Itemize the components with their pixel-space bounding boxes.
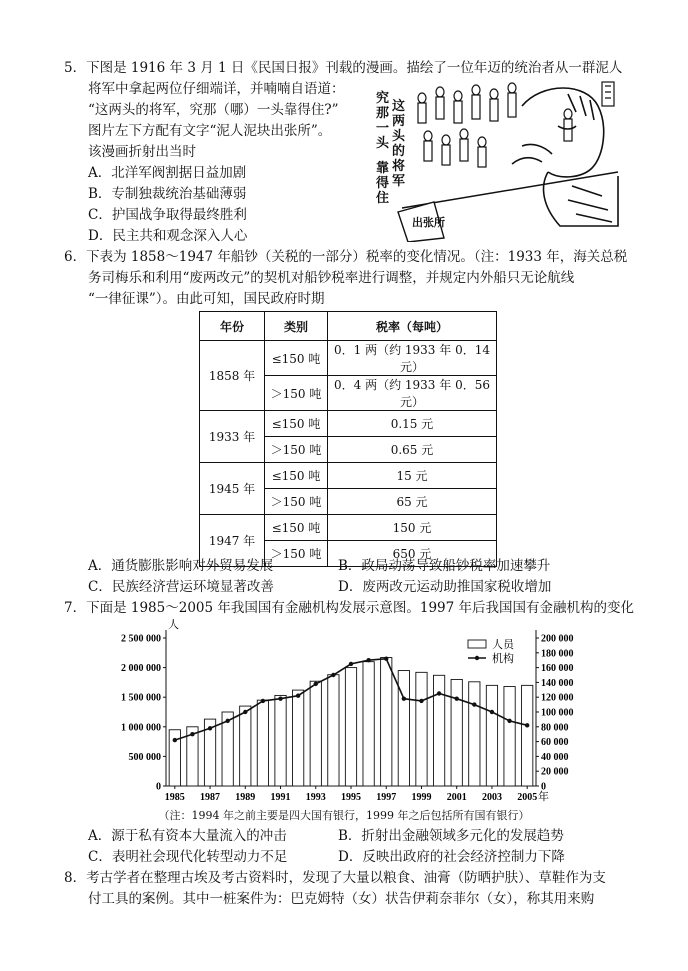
- svg-text:得: 得: [376, 176, 390, 191]
- line-point: [190, 732, 194, 736]
- cell-category: ＞150 吨: [265, 541, 328, 567]
- cell-category: ＞150 吨: [265, 489, 328, 515]
- cell-category: ＞150 吨: [265, 376, 328, 411]
- right-tick-label: 80 000: [541, 722, 569, 734]
- left-tick-label: 1 000 000: [121, 722, 161, 734]
- legend-bar-swatch: [468, 640, 486, 648]
- bar: [522, 685, 533, 786]
- chart-note: （注：1994 年之前主要是四大国有银行，1999 年之后包括所有国有银行）: [158, 809, 530, 822]
- svg-text:头: 头: [392, 129, 406, 144]
- svg-text:这: 这: [392, 99, 406, 114]
- q6-option-b: B．政局动荡导致船钞税率加速攀升: [338, 558, 551, 574]
- cell-rate: 15 元: [328, 463, 497, 489]
- bar: [345, 668, 356, 786]
- line-point: [366, 658, 370, 662]
- line-point: [525, 723, 529, 727]
- q5-line-2: 将军中拿起两位仔细端详，并喃喃自语道：: [88, 81, 345, 97]
- q6-option-a: A．通货膨胀影响对外贸易发展: [88, 558, 274, 574]
- bar: [293, 690, 304, 786]
- right-tick-label: 120 000: [541, 692, 574, 704]
- cell-year: 1858 年: [200, 341, 265, 411]
- svg-text:那: 那: [376, 106, 390, 121]
- q6-option-c: C．民族经济营运环境显著改善: [88, 579, 274, 595]
- q7-line-1: 7．下面是 1985～2005 年我国国有金融机构发展示意图。1997 年后我国国有金融机构的变化: [64, 600, 635, 616]
- q5-line-3: “这两头的将军，究那（哪）一头靠得住?”: [88, 102, 339, 118]
- line-point: [314, 682, 318, 686]
- svg-text:靠: 靠: [376, 161, 390, 176]
- q6-line-3: “一律征课”）。由此可知，国民政府时期: [88, 291, 325, 307]
- left-tick-label: 500 000: [128, 751, 161, 763]
- line-point: [331, 673, 335, 677]
- bar: [363, 662, 374, 786]
- bar: [310, 681, 321, 786]
- x-tick-label: 2005: [517, 792, 538, 803]
- q5-line-5: 该漫画折射出当时: [88, 144, 196, 160]
- q7-option-a: A．源于私有资本大量流入的冲击: [88, 828, 287, 844]
- left-tick-label: 1 500 000: [121, 692, 161, 704]
- q7-option-d: D．反映出政府的社会经济控制力下降: [338, 849, 565, 865]
- cell-category: ≤150 吨: [265, 463, 328, 489]
- line-point: [384, 657, 388, 661]
- financial-institutions-chart: [112, 618, 580, 813]
- bar: [240, 706, 251, 786]
- cell-year: 1933 年: [200, 411, 265, 463]
- line-point: [419, 699, 423, 703]
- q7-option-b: B．折射出金融领域多元化的发展趋势: [338, 828, 564, 844]
- cell-category: ≤150 吨: [265, 515, 328, 541]
- q6-line-1: 6．下表为 1858～1947 年船钞（关税的一部分）税率的变化情况。（注：1933 年，海关总税: [64, 249, 628, 265]
- bar: [469, 682, 480, 786]
- bar: [381, 658, 392, 786]
- q5-option-c: C．护国战争取得最终胜利: [88, 207, 247, 223]
- legend-label: 人员: [492, 638, 514, 651]
- legend-label: 机构: [492, 652, 514, 665]
- right-tick-label: 0: [541, 781, 546, 793]
- cartoon-char: 究: [376, 91, 390, 106]
- cell-year: 1945 年: [200, 463, 265, 515]
- line-point: [261, 699, 265, 703]
- bar: [451, 679, 462, 786]
- q5-line-4: 图片左下方配有文字“泥人泥块出张所”。: [88, 123, 332, 139]
- cell-rate: 150 元: [328, 515, 497, 541]
- x-axis-unit: 年: [538, 790, 549, 803]
- header-year: 年份: [200, 312, 265, 341]
- cartoon-illustration: [372, 76, 620, 242]
- table-row: [200, 341, 497, 376]
- svg-text:头: 头: [376, 136, 390, 151]
- header-rate: 税率（每吨）: [328, 312, 497, 341]
- line-point: [507, 719, 511, 723]
- right-tick-label: 100 000: [541, 707, 574, 719]
- right-tick-label: 180 000: [541, 648, 574, 660]
- line-point: [296, 694, 300, 698]
- svg-text:的: 的: [392, 144, 406, 159]
- right-tick-label: 60 000: [541, 737, 569, 749]
- right-tick-label: 140 000: [541, 677, 574, 689]
- q5-option-a: A．北洋军阀割据日益加剧: [88, 165, 247, 181]
- svg-text:两: 两: [392, 114, 406, 129]
- table-header-row: [200, 312, 497, 341]
- q8-line-1: 8．考古学者在整理古埃及考古资料时，发现了大量以粮食、油膏（防晒护肤）、草鞋作为支: [64, 870, 606, 886]
- x-tick-label: 2001: [446, 792, 467, 803]
- line-point: [472, 702, 476, 706]
- right-tick-label: 160 000: [541, 663, 574, 675]
- q7-option-c: C．表明社会现代化转型动力不足: [88, 849, 288, 865]
- header-category: 类别: [265, 312, 328, 341]
- x-tick-label: 1989: [235, 792, 256, 803]
- cartoon-stamp: 出张所: [412, 216, 445, 229]
- x-tick-label: 1993: [305, 792, 326, 803]
- table-row: [200, 411, 497, 437]
- line-point: [490, 710, 494, 714]
- x-tick-label: 1995: [341, 792, 361, 803]
- cell-rate: 65 元: [328, 489, 497, 515]
- svg-text:一: 一: [376, 121, 390, 136]
- left-axis-label: 人: [168, 618, 179, 631]
- bar: [416, 672, 427, 786]
- line-point: [437, 691, 441, 695]
- line-point: [278, 696, 282, 700]
- line-point: [402, 696, 406, 700]
- left-tick-label: 2 500 000: [121, 633, 161, 645]
- x-tick-label: 1985: [164, 792, 185, 803]
- bar: [328, 675, 339, 786]
- cell-year: 1947 年: [200, 515, 265, 567]
- x-tick-label: 1991: [270, 792, 291, 803]
- svg-text:住: 住: [376, 191, 390, 206]
- bar: [504, 687, 515, 786]
- line-point: [208, 726, 212, 730]
- cell-rate: 0．4 两（约 1933 年 0．56 元）: [328, 376, 497, 411]
- bar: [486, 685, 497, 786]
- svg-text:军: 军: [392, 174, 406, 189]
- bar: [275, 695, 286, 786]
- table-row: [200, 463, 497, 489]
- cell-category: ≤150 吨: [265, 411, 328, 437]
- q5-line-1: 5．下图是 1916 年 3 月 1 日《民国日报》刊载的漫画。描绘了一位年迈的统治者从一群泥人: [64, 60, 623, 76]
- x-tick-label: 1997: [376, 792, 397, 803]
- right-tick-label: 200 000: [541, 633, 574, 645]
- x-tick-label: 2003: [481, 792, 502, 803]
- q6-option-d: D．废两改元运动助推国家税收增加: [338, 579, 552, 595]
- line-point: [173, 738, 177, 742]
- right-tick-label: 20 000: [541, 766, 569, 778]
- left-tick-label: 2 000 000: [121, 663, 161, 675]
- right-tick-label: 40 000: [541, 751, 569, 763]
- bar: [257, 700, 268, 786]
- cell-rate: 0.65 元: [328, 437, 497, 463]
- line-point: [225, 719, 229, 723]
- left-tick-label: 0: [156, 781, 161, 793]
- q6-line-2: 务司梅乐和利用“废两改元”的契机对船钞税率进行调整，并规定内外船只无论航线: [88, 270, 575, 286]
- q5-option-b: B．专制独裁统治基础薄弱: [88, 186, 247, 202]
- q8-line-2: 付工具的案例。其中一桩案件为：巴克姆特（女）状告伊莉奈菲尔（女），称其用来购: [88, 891, 595, 907]
- svg-text:将: 将: [392, 159, 406, 174]
- tax-rate-table: [199, 311, 497, 567]
- cell-category: ≤150 吨: [265, 341, 328, 376]
- cell-category: ＞150 吨: [265, 437, 328, 463]
- x-tick-label: 1999: [411, 792, 432, 803]
- x-tick-label: 1987: [200, 792, 221, 803]
- line-point: [349, 662, 353, 666]
- q5-option-d: D．民主共和观念深入人心: [88, 228, 248, 244]
- cell-rate: 650 元: [328, 541, 497, 567]
- line-point: [243, 710, 247, 714]
- line-point: [455, 696, 459, 700]
- legend-line-point: [475, 656, 479, 660]
- cell-rate: 0.15 元: [328, 411, 497, 437]
- cell-rate: 0．1 两（约 1933 年 0．14 元）: [328, 341, 497, 376]
- table-row: [200, 515, 497, 541]
